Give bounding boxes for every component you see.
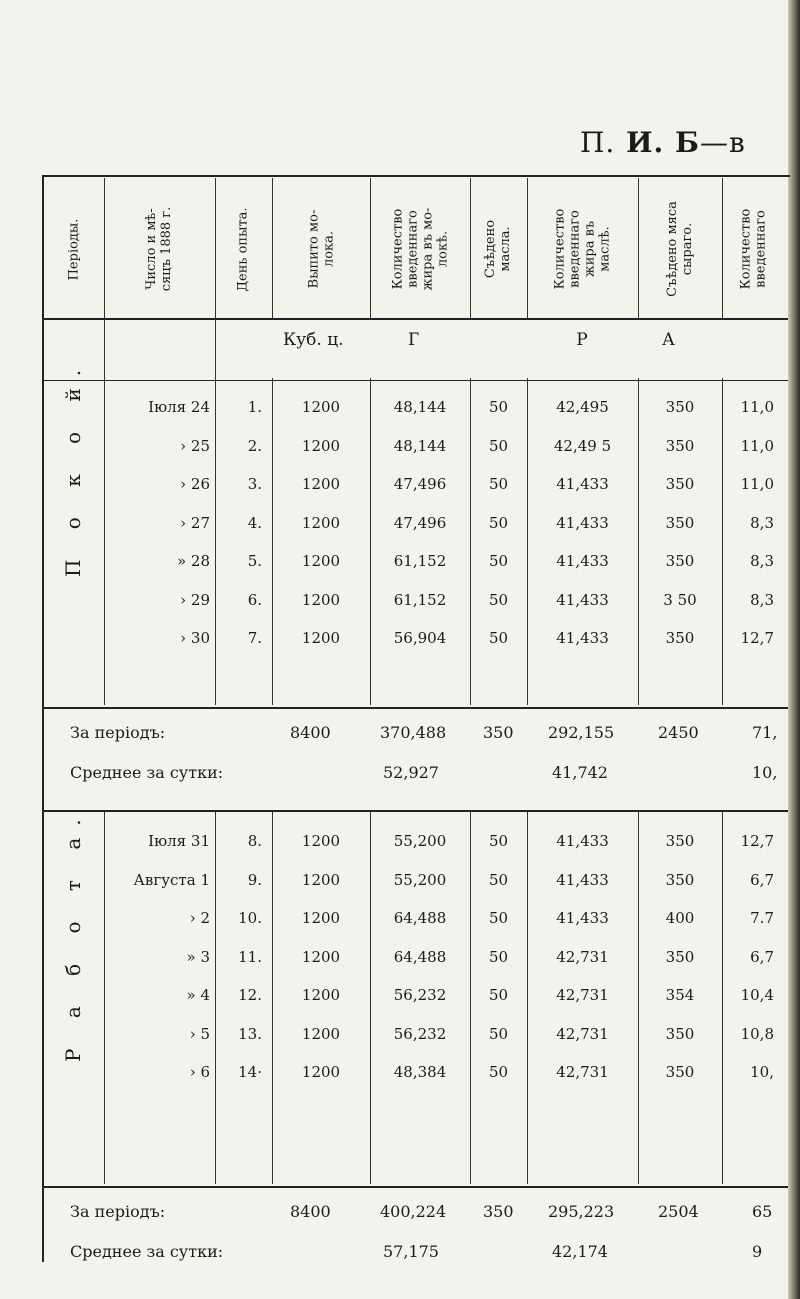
work-total-butter: 350	[483, 1202, 514, 1221]
col-divider	[215, 320, 216, 705]
rest-row-last: 11,0	[740, 475, 774, 493]
col-divider	[470, 378, 471, 705]
units-divider	[42, 380, 788, 381]
rest-row-milk: 1200	[301, 436, 341, 455]
rest-row-day: 3.	[247, 475, 262, 493]
rest-row-day: 2.	[247, 436, 262, 455]
rest-total-label: За періодъ:	[70, 723, 166, 742]
rest-total-last: 71,	[752, 723, 778, 742]
work-row-butter: 50	[488, 1063, 509, 1081]
work-row-butter: 50	[488, 870, 509, 889]
work-row-meat: 354	[665, 986, 695, 1004]
work-row-milk: 1200	[301, 986, 341, 1004]
rest-row-butter: 50	[488, 552, 509, 570]
rest-row-butter: 50	[488, 590, 509, 609]
work-row-butter: 50	[488, 986, 509, 1004]
rest-row-meat: 350	[665, 552, 695, 570]
unit-g2: Р	[576, 330, 588, 350]
rest-row-milk: 1200	[301, 629, 341, 647]
header-fat-milk: Количество введеннаго жира въ мо- локѣ.	[389, 207, 450, 291]
work-row-meat: 350	[665, 1024, 695, 1043]
work-period-label: Р а б о т а.	[61, 807, 85, 1062]
rest-row-butter: 50	[488, 629, 509, 647]
work-row-last: 7.7	[750, 909, 774, 927]
rest-row-last: 8,3	[750, 590, 774, 609]
work-row-date: Августа 1	[133, 870, 210, 889]
work-row-meat: 400	[665, 909, 695, 927]
work-row-day: 14·	[238, 1063, 262, 1081]
rest-total-meat: 2450	[658, 723, 699, 742]
work-avg-last: 9	[752, 1242, 763, 1261]
work-total-meat: 2504	[658, 1202, 699, 1221]
title-main: И. Б	[626, 126, 700, 159]
page-title	[580, 126, 746, 159]
work-row-fat-milk: 64,488	[393, 947, 447, 966]
work-row-day: 8.	[247, 832, 262, 850]
rest-row-last: 12,7	[740, 629, 774, 647]
work-row-fat-milk: 55,200	[393, 832, 447, 850]
work-row-meat: 350	[665, 947, 695, 966]
rest-avg-last: 10,	[752, 763, 778, 782]
work-row-meat: 350	[665, 1063, 695, 1081]
work-row-milk: 1200	[301, 1063, 341, 1081]
col-divider	[722, 378, 723, 705]
rest-row-day: 6.	[247, 590, 262, 609]
col-divider	[104, 320, 105, 705]
rest-row-meat: 350	[665, 436, 695, 455]
rest-row-milk: 1200	[301, 513, 341, 532]
work-avg-label: Среднее за сутки:	[70, 1242, 224, 1261]
rest-row-fat-butter: 41,433	[556, 552, 609, 570]
work-row-fat-butter: 42,731	[556, 947, 609, 966]
header-meat: Съѣдено мяса сыраго.	[665, 201, 696, 297]
header-period: Періоды.	[66, 218, 82, 280]
rest-row-fat-butter: 41,433	[556, 629, 609, 647]
work-avg-fat-butter: 42,174	[552, 1242, 608, 1261]
rest-row-last: 8,3	[750, 513, 774, 532]
col-divider	[370, 378, 371, 705]
title-prefix: П.	[580, 126, 616, 159]
work-row-last: 10,	[750, 1063, 774, 1081]
work-row-day: 10.	[238, 909, 262, 927]
rest-row-fat-milk: 61,152	[393, 552, 447, 570]
work-total-fat-milk: 400,224	[380, 1202, 447, 1221]
title-suffix: —в	[699, 126, 746, 159]
work-row-day: 11.	[238, 947, 262, 966]
rest-row-fat-butter: 41,433	[556, 475, 609, 493]
rest-row-fat-milk: 47,496	[393, 513, 447, 532]
work-row-milk: 1200	[301, 947, 341, 966]
work-section-divider	[42, 1186, 788, 1188]
work-row-fat-butter: 41,433	[556, 909, 609, 927]
header-milk: Выпито мо- лока.	[306, 209, 336, 289]
rest-section-divider	[42, 707, 788, 709]
header-divider	[42, 318, 788, 320]
work-row-butter: 50	[488, 947, 509, 966]
unit-milk: Куб. ц.	[283, 330, 344, 350]
header-butter: Съѣдено масла.	[483, 219, 514, 279]
rest-row-meat: 3 50	[663, 590, 697, 609]
rest-row-fat-milk: 48,144	[393, 398, 447, 416]
work-row-last: 6,7	[750, 947, 774, 966]
work-row-milk: 1200	[301, 909, 341, 927]
work-row-date: Іюля 31	[148, 832, 210, 850]
work-row-last: 10,8	[740, 1024, 774, 1043]
work-row-fat-milk: 56,232	[393, 986, 447, 1004]
work-row-meat: 350	[665, 870, 695, 889]
work-row-fat-butter: 42,731	[556, 1063, 609, 1081]
header-day: День опыта.	[236, 206, 251, 292]
rest-row-milk: 1200	[301, 475, 341, 493]
rest-total-fat-milk: 370,488	[380, 723, 447, 742]
work-row-fat-milk: 56,232	[393, 1024, 447, 1043]
work-row-last: 12,7	[740, 832, 774, 850]
rest-row-day: 5.	[247, 552, 262, 570]
work-row-day: 12.	[238, 986, 262, 1004]
rest-row-date: › 29	[180, 590, 210, 609]
rest-row-fat-butter: 42,49 5	[553, 436, 612, 455]
work-row-fat-butter: 41,433	[556, 870, 609, 889]
rest-row-date: Іюля 24	[148, 398, 210, 416]
header-date: Число и мѣ- сяцъ 1888 г.	[144, 206, 175, 292]
rest-row-day: 7.	[247, 629, 262, 647]
unit-g1: Г	[408, 330, 420, 350]
rest-row-meat: 350	[665, 629, 695, 647]
work-row-date: » 4	[186, 986, 210, 1004]
rest-row-date: › 26	[180, 475, 210, 493]
work-row-date: › 2	[189, 909, 210, 927]
work-row-milk: 1200	[301, 832, 341, 850]
work-row-fat-milk: 64,488	[393, 909, 447, 927]
rest-row-meat: 350	[665, 513, 695, 532]
header-fat-butter: Количество введеннаго жира въ маслѣ.	[552, 208, 613, 290]
rest-row-milk: 1200	[301, 552, 341, 570]
work-row-butter: 50	[488, 832, 509, 850]
work-row-fat-butter: 41,433	[556, 832, 609, 850]
rest-row-date: › 25	[180, 436, 210, 455]
rest-avg-fat-butter: 41,742	[552, 763, 608, 782]
rest-period-label: П о к о й.	[61, 357, 85, 577]
rest-row-last: 8,3	[750, 552, 774, 570]
rest-total-butter: 350	[483, 723, 514, 742]
rest-row-date: › 27	[180, 513, 210, 532]
work-total-last: 65	[752, 1202, 773, 1221]
rest-total-milk: 8400	[290, 723, 331, 742]
work-avg-fat-milk: 57,175	[383, 1242, 439, 1261]
rest-row-last: 11,0	[740, 436, 774, 455]
work-row-day: 13.	[238, 1024, 262, 1043]
rest-row-fat-butter: 41,433	[556, 590, 609, 609]
work-row-fat-butter: 42,731	[556, 1024, 609, 1043]
rest-row-meat: 350	[665, 398, 695, 416]
rest-row-butter: 50	[488, 513, 509, 532]
work-row-last: 10,4	[740, 986, 774, 1004]
work-row-fat-milk: 55,200	[393, 870, 447, 889]
work-row-day: 9.	[247, 870, 262, 889]
rest-row-milk: 1200	[301, 590, 341, 609]
work-row-meat: 350	[665, 832, 695, 850]
rest-row-fat-milk: 61,152	[393, 590, 447, 609]
rest-row-fat-milk: 56,904	[393, 629, 447, 647]
work-row-date: » 3	[186, 947, 210, 966]
rest-avg-label: Среднее за сутки:	[70, 763, 224, 782]
work-total-label: За періодъ:	[70, 1202, 166, 1221]
work-row-butter: 50	[488, 1024, 509, 1043]
rest-row-fat-butter: 41,433	[556, 513, 609, 532]
rest-row-last: 11,0	[740, 398, 774, 416]
work-row-milk: 1200	[301, 1024, 341, 1043]
col-divider	[272, 378, 273, 705]
work-row-date: › 6	[189, 1063, 210, 1081]
work-row-fat-milk: 48,384	[393, 1063, 447, 1081]
work-row-fat-butter: 42,731	[556, 986, 609, 1004]
rest-row-butter: 50	[488, 398, 509, 416]
rest-row-milk: 1200	[301, 398, 341, 416]
work-row-butter: 50	[488, 909, 509, 927]
rest-row-day: 4.	[247, 513, 262, 532]
rest-row-date: » 28	[176, 552, 210, 570]
rest-row-butter: 50	[488, 475, 509, 493]
rest-row-fat-butter: 42,495	[556, 398, 609, 416]
work-row-date: › 5	[189, 1024, 210, 1043]
work-row-last: 6,7	[750, 870, 774, 889]
rest-row-butter: 50	[488, 436, 509, 455]
col-divider	[104, 812, 105, 1184]
unit-g3: А	[662, 330, 675, 350]
col-divider	[527, 378, 528, 705]
col-divider	[638, 378, 639, 705]
rest-row-meat: 350	[665, 475, 695, 493]
header-last: Количество введеннаго	[738, 208, 768, 290]
rest-row-fat-milk: 47,496	[393, 475, 447, 493]
rest-row-fat-milk: 48,144	[393, 436, 447, 455]
work-row-milk: 1200	[301, 870, 341, 889]
rest-row-date: › 30	[180, 629, 210, 647]
work-total-milk: 8400	[290, 1202, 331, 1221]
rest-total-fat-butter: 292,155	[548, 723, 615, 742]
work-total-fat-butter: 295,223	[548, 1202, 615, 1221]
rest-summary-divider	[42, 810, 788, 812]
rest-avg-fat-milk: 52,927	[383, 763, 439, 782]
rest-row-day: 1.	[247, 398, 262, 416]
